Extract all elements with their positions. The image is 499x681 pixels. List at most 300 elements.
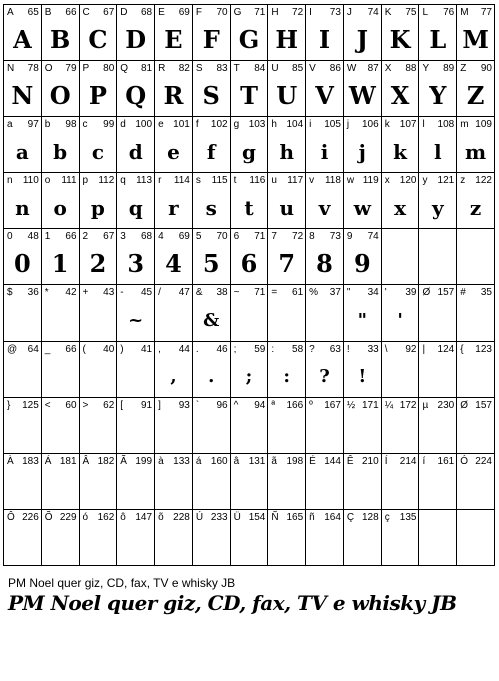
glyph-cell xyxy=(155,5,193,61)
glyph-cell xyxy=(4,117,42,173)
glyph-preview: m xyxy=(465,139,487,164)
glyph-cell-label xyxy=(234,63,266,74)
glyph-cell-label xyxy=(422,175,454,186)
glyph-preview xyxy=(117,526,154,563)
glyph-cell-label xyxy=(7,7,39,18)
glyph-cell-label xyxy=(309,175,341,186)
glyph-code: 154 xyxy=(248,511,266,523)
glyph-preview: R xyxy=(163,81,184,111)
glyph-code: 104 xyxy=(286,119,304,131)
glyph-code: 183 xyxy=(22,455,39,467)
glyph-cell xyxy=(155,342,193,398)
glyph-code: 74 xyxy=(367,7,379,18)
glyph-char: ( xyxy=(82,343,86,355)
glyph-cell-label xyxy=(45,456,77,467)
glyph-cell xyxy=(344,454,382,510)
glyph-cell-label xyxy=(120,7,152,18)
glyph-preview: ' xyxy=(397,309,403,331)
glyph-char: D xyxy=(120,7,128,18)
glyph-char: ; xyxy=(233,343,237,355)
glyph-code: 114 xyxy=(173,175,190,187)
glyph-char: s xyxy=(195,175,201,187)
glyph-cell-label xyxy=(83,119,115,130)
glyph-cell-label xyxy=(271,231,303,242)
glyph-preview: ; xyxy=(245,365,253,387)
glyph-code: 72 xyxy=(292,7,304,18)
glyph-code: 160 xyxy=(210,455,228,467)
glyph-char: á xyxy=(195,455,202,467)
glyph-cell xyxy=(193,285,231,341)
glyph-cell-label xyxy=(422,63,454,74)
glyph-char: g xyxy=(233,119,240,131)
glyph-cell-label xyxy=(83,175,115,186)
glyph-preview: h xyxy=(279,139,295,164)
glyph-char: # xyxy=(460,287,466,299)
glyph-code: 198 xyxy=(286,455,304,467)
glyph-cell-label xyxy=(7,400,39,411)
glyph-char: @ xyxy=(7,343,18,355)
glyph-preview: u xyxy=(279,195,295,220)
glyph-preview: k xyxy=(393,139,407,164)
glyph-char: v xyxy=(309,175,315,187)
glyph-cell-label xyxy=(460,119,492,130)
glyph-code: 107 xyxy=(399,119,417,131)
glyph-cell xyxy=(419,285,457,341)
glyph-preview xyxy=(231,470,268,507)
glyph-preview xyxy=(42,301,79,338)
glyph-cell xyxy=(42,5,80,61)
glyph-cell-label xyxy=(422,344,454,355)
glyph-char: Ê xyxy=(346,455,354,467)
glyph-code: 133 xyxy=(173,455,190,467)
glyph-code: 76 xyxy=(443,7,455,18)
glyph-cell-label xyxy=(196,456,228,467)
glyph-char: ô xyxy=(120,511,126,523)
glyph-code: 66 xyxy=(65,231,77,243)
glyph-preview xyxy=(344,526,381,563)
glyph-cell-label xyxy=(196,175,228,186)
glyph-cell-label xyxy=(83,63,115,74)
glyph-cell-label xyxy=(158,344,190,355)
glyph-cell-label xyxy=(120,119,152,130)
glyph-char: i xyxy=(309,119,312,131)
glyph-cell-label xyxy=(385,7,417,18)
glyph-code: 123 xyxy=(475,343,492,355)
glyph-cell xyxy=(155,61,193,117)
glyph-code: 66 xyxy=(65,343,77,355)
glyph-code: 77 xyxy=(480,7,492,18)
glyph-code: 229 xyxy=(59,511,77,523)
glyph-cell-label xyxy=(271,119,303,130)
glyph-preview: b xyxy=(53,139,68,164)
glyph-code: 226 xyxy=(22,511,39,523)
glyph-cell xyxy=(457,117,495,173)
glyph-cell-label xyxy=(45,119,77,130)
glyph-preview: K xyxy=(389,25,411,55)
glyph-char: = xyxy=(271,287,278,299)
glyph-preview xyxy=(306,526,343,563)
glyph-preview: o xyxy=(53,195,67,220)
glyph-cell xyxy=(306,173,344,229)
glyph-cell-label xyxy=(45,512,77,523)
glyph-cell-label xyxy=(347,400,379,411)
glyph-char: O xyxy=(44,63,53,75)
glyph-cell-label xyxy=(385,119,417,130)
glyph-cell xyxy=(306,5,344,61)
glyph-preview: 6 xyxy=(240,249,258,279)
glyph-char: Ô xyxy=(7,511,15,523)
glyph-cell xyxy=(231,454,269,510)
glyph-cell-label xyxy=(385,287,417,298)
glyph-char: Ú xyxy=(195,511,204,523)
glyph-cell-label xyxy=(309,63,341,74)
glyph-cell xyxy=(457,454,495,510)
glyph-code: 71 xyxy=(254,231,266,243)
glyph-cell-label xyxy=(309,119,341,130)
glyph-code: 45 xyxy=(140,287,153,299)
glyph-preview: y xyxy=(432,195,444,220)
glyph-preview: t xyxy=(244,195,254,220)
glyph-preview xyxy=(231,301,268,338)
glyph-cell xyxy=(382,61,420,117)
glyph-cell-empty xyxy=(382,229,420,285)
glyph-code: 82 xyxy=(178,63,190,75)
glyph-cell xyxy=(4,454,42,510)
glyph-cell xyxy=(193,61,231,117)
glyph-cell xyxy=(344,229,382,285)
glyph-cell xyxy=(382,285,420,341)
glyph-preview: L xyxy=(429,25,447,55)
glyph-preview xyxy=(155,301,192,338)
glyph-cell-label xyxy=(45,400,77,411)
glyph-code: 108 xyxy=(437,119,455,131)
glyph-char: & xyxy=(195,287,203,299)
glyph-cell xyxy=(80,285,118,341)
glyph-char: L xyxy=(422,7,429,18)
glyph-preview xyxy=(306,470,343,507)
glyph-code: 73 xyxy=(329,231,341,243)
glyph-code: 38 xyxy=(216,287,228,299)
glyph-preview xyxy=(4,470,41,507)
glyph-char: J xyxy=(346,7,352,18)
glyph-code: 78 xyxy=(27,63,39,75)
glyph-preview: 5 xyxy=(202,249,220,279)
glyph-cell-label xyxy=(120,456,152,467)
glyph-preview: J xyxy=(356,25,368,55)
glyph-char: ' xyxy=(384,287,387,299)
glyph-preview: V xyxy=(315,81,334,111)
glyph-code: 67 xyxy=(103,7,115,18)
glyph-code: 120 xyxy=(399,175,417,187)
glyph-char: y xyxy=(422,175,428,187)
glyph-char: < xyxy=(44,399,51,411)
glyph-char: K xyxy=(384,7,392,18)
glyph-code: 106 xyxy=(362,119,379,131)
glyph-cell-label xyxy=(309,7,341,18)
glyph-preview: . xyxy=(208,365,215,387)
glyph-preview xyxy=(231,414,268,451)
glyph-char: W xyxy=(346,63,357,75)
glyph-cell xyxy=(155,117,193,173)
glyph-cell xyxy=(193,5,231,61)
glyph-char: f xyxy=(195,119,199,131)
glyph-cell xyxy=(42,229,80,285)
glyph-preview xyxy=(457,301,494,338)
glyph-cell xyxy=(382,398,420,454)
glyph-char: o xyxy=(44,175,51,187)
glyph-preview xyxy=(306,414,343,451)
glyph-code: 58 xyxy=(292,343,304,355)
glyph-preview xyxy=(268,470,305,507)
glyph-code: 86 xyxy=(329,63,341,75)
glyph-code: 88 xyxy=(405,63,417,75)
glyph-cell xyxy=(117,5,155,61)
glyph-preview: 0 xyxy=(14,249,31,279)
glyph-cell xyxy=(268,398,306,454)
glyph-cell xyxy=(231,342,269,398)
glyph-cell-label xyxy=(196,512,228,523)
glyph-code: 233 xyxy=(210,511,228,523)
glyph-cell xyxy=(382,510,420,566)
glyph-cell-label xyxy=(385,456,417,467)
glyph-cell xyxy=(268,61,306,117)
glyph-cell xyxy=(42,285,80,341)
glyph-preview: ? xyxy=(319,365,330,387)
glyph-preview: e xyxy=(167,139,180,164)
glyph-cell xyxy=(419,342,457,398)
glyph-char: x xyxy=(384,175,390,187)
glyph-cell-label xyxy=(422,119,454,130)
glyph-char: ` xyxy=(195,399,200,411)
glyph-cell-label xyxy=(460,287,492,298)
glyph-cell-label xyxy=(120,512,152,523)
glyph-preview xyxy=(80,470,117,507)
glyph-preview: C xyxy=(88,25,108,55)
glyph-char: / xyxy=(158,287,161,299)
glyph-preview xyxy=(4,358,41,395)
glyph-cell-label xyxy=(422,7,454,18)
glyph-cell xyxy=(117,285,155,341)
glyph-char: % xyxy=(309,287,319,299)
glyph-code: 115 xyxy=(211,175,228,187)
glyph-char: ½ xyxy=(346,399,356,411)
glyph-cell-label xyxy=(347,175,379,186)
glyph-preview xyxy=(4,414,41,451)
glyph-char: E xyxy=(158,7,165,18)
glyph-code: 128 xyxy=(362,511,379,523)
glyph-preview: T xyxy=(240,81,258,111)
glyph-preview: g xyxy=(242,139,256,164)
glyph-code: 91 xyxy=(140,399,153,411)
glyph-chart-grid xyxy=(3,4,495,566)
glyph-preview xyxy=(382,526,419,563)
glyph-cell-label xyxy=(196,63,228,74)
glyph-char: ) xyxy=(120,343,124,355)
glyph-char: | xyxy=(422,343,426,355)
glyph-cell-label xyxy=(120,344,152,355)
glyph-cell xyxy=(117,342,155,398)
glyph-cell xyxy=(193,510,231,566)
glyph-cell-label xyxy=(120,400,152,411)
glyph-code: 110 xyxy=(22,175,39,187)
glyph-cell-label xyxy=(196,231,228,242)
glyph-char: z xyxy=(460,175,466,187)
glyph-code: 85 xyxy=(292,63,304,75)
glyph-char: í xyxy=(422,455,426,467)
glyph-cell xyxy=(306,342,344,398)
glyph-preview xyxy=(42,470,79,507)
glyph-char: ã xyxy=(271,455,277,467)
glyph-cell xyxy=(306,61,344,117)
glyph-code: 166 xyxy=(286,399,304,411)
glyph-char: ª xyxy=(271,399,276,411)
glyph-cell xyxy=(382,173,420,229)
glyph-char: â xyxy=(233,455,240,467)
glyph-cell xyxy=(42,510,80,566)
glyph-code: 100 xyxy=(135,119,153,131)
glyph-code: 102 xyxy=(210,119,228,131)
glyph-preview xyxy=(117,470,154,507)
glyph-char: H xyxy=(271,7,279,18)
glyph-preview xyxy=(268,301,305,338)
glyph-cell xyxy=(4,285,42,341)
glyph-cell-label xyxy=(385,344,417,355)
glyph-preview: ~ xyxy=(128,309,144,331)
glyph-cell-label xyxy=(309,231,341,242)
glyph-code: 72 xyxy=(292,231,304,243)
glyph-cell-label xyxy=(7,119,39,130)
glyph-preview xyxy=(457,358,494,395)
glyph-char: T xyxy=(233,63,240,75)
glyph-char: $ xyxy=(7,287,13,299)
glyph-code: 167 xyxy=(324,399,341,411)
glyph-char: Y xyxy=(422,63,430,75)
glyph-code: 230 xyxy=(437,399,455,411)
glyph-preview xyxy=(419,470,456,507)
glyph-code: 63 xyxy=(329,343,341,355)
glyph-cell-label xyxy=(158,119,190,130)
glyph-preview xyxy=(457,470,494,507)
glyph-code: 67 xyxy=(103,231,115,243)
glyph-cell-label xyxy=(309,512,341,523)
glyph-preview: A xyxy=(13,25,32,55)
glyph-cell xyxy=(268,285,306,341)
glyph-cell xyxy=(344,285,382,341)
glyph-cell-label xyxy=(347,344,379,355)
glyph-cell-label xyxy=(347,231,379,242)
glyph-cell-label xyxy=(83,456,115,467)
glyph-cell xyxy=(419,61,457,117)
glyph-preview xyxy=(80,526,117,563)
glyph-code: 61 xyxy=(292,287,304,299)
glyph-preview: j xyxy=(358,139,366,164)
glyph-cell xyxy=(193,117,231,173)
glyph-cell xyxy=(344,398,382,454)
glyph-cell-label xyxy=(234,7,266,18)
glyph-preview xyxy=(4,526,41,563)
glyph-char: _ xyxy=(44,343,51,355)
glyph-code: 105 xyxy=(324,119,341,131)
glyph-preview: s xyxy=(205,195,217,220)
glyph-cell xyxy=(419,173,457,229)
glyph-code: 37 xyxy=(329,287,341,299)
glyph-cell-label xyxy=(460,456,492,467)
glyph-preview xyxy=(193,414,230,451)
glyph-code: 162 xyxy=(97,511,115,523)
glyph-cell xyxy=(80,342,118,398)
glyph-code: 35 xyxy=(480,287,492,299)
glyph-cell-label xyxy=(7,287,39,298)
glyph-char: h xyxy=(271,119,277,131)
glyph-cell-label xyxy=(234,175,266,186)
glyph-char: ñ xyxy=(309,511,315,523)
glyph-code: 68 xyxy=(140,231,153,243)
glyph-cell-label xyxy=(460,400,492,411)
glyph-cell-label xyxy=(45,231,77,242)
glyph-char: Á xyxy=(44,455,52,467)
glyph-char: ] xyxy=(158,399,161,411)
glyph-cell-label xyxy=(347,512,379,523)
glyph-char: V xyxy=(309,63,316,75)
glyph-cell-label xyxy=(7,512,39,523)
glyph-cell-label xyxy=(7,344,39,355)
glyph-code: 171 xyxy=(362,399,379,411)
glyph-preview xyxy=(117,414,154,451)
glyph-code: 80 xyxy=(103,63,115,75)
glyph-cell-label xyxy=(158,7,190,18)
glyph-preview: v xyxy=(318,195,331,220)
glyph-cell xyxy=(80,510,118,566)
glyph-cell-label xyxy=(385,400,417,411)
glyph-cell xyxy=(268,5,306,61)
glyph-cell-label xyxy=(83,400,115,411)
glyph-cell xyxy=(117,61,155,117)
glyph-char: l xyxy=(422,119,425,131)
glyph-cell xyxy=(344,510,382,566)
glyph-preview xyxy=(80,358,117,395)
glyph-char: É xyxy=(309,455,316,467)
glyph-code: 93 xyxy=(178,399,190,411)
glyph-cell-label xyxy=(422,287,454,298)
glyph-code: 116 xyxy=(249,175,266,187)
glyph-cell xyxy=(306,285,344,341)
glyph-char: d xyxy=(120,119,126,131)
glyph-code: 172 xyxy=(399,399,417,411)
glyph-code: 34 xyxy=(367,287,379,299)
glyph-code: 103 xyxy=(248,119,266,131)
glyph-code: 64 xyxy=(27,343,39,355)
glyph-cell xyxy=(306,229,344,285)
glyph-code: 66 xyxy=(65,7,77,18)
glyph-cell-label xyxy=(309,400,341,411)
glyph-cell-label xyxy=(158,231,190,242)
glyph-preview: x xyxy=(394,195,407,220)
glyph-cell xyxy=(117,398,155,454)
glyph-cell xyxy=(457,285,495,341)
glyph-code: 69 xyxy=(178,7,190,18)
glyph-cell-label xyxy=(347,119,379,130)
glyph-cell xyxy=(457,173,495,229)
glyph-cell xyxy=(80,398,118,454)
glyph-code: 210 xyxy=(362,455,379,467)
glyph-char: 1 xyxy=(44,231,51,243)
glyph-char: n xyxy=(7,175,13,187)
glyph-cell-label xyxy=(158,175,190,186)
glyph-preview: p xyxy=(90,195,105,220)
glyph-cell xyxy=(4,342,42,398)
glyph-char: r xyxy=(158,175,162,187)
glyph-cell xyxy=(231,510,269,566)
